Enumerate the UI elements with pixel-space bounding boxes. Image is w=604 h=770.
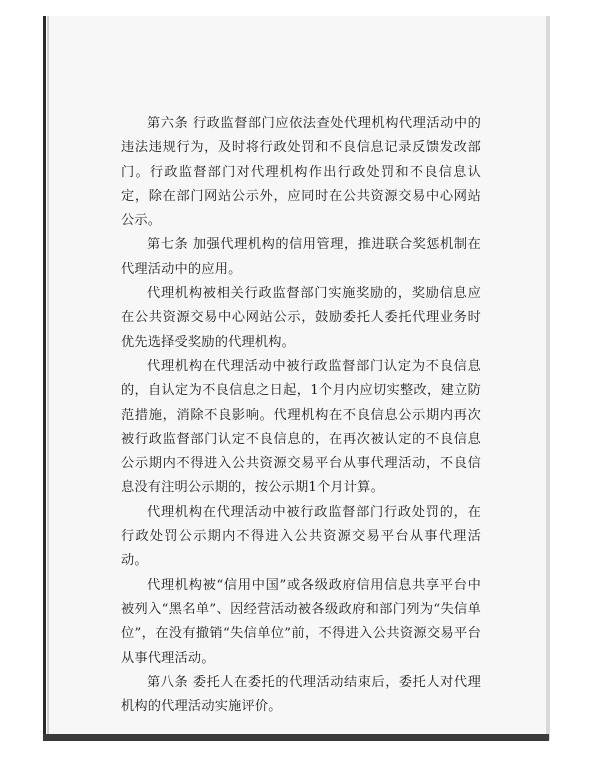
paragraph-rewards: 代理机构被相关行政监督部门实施奖励的，奖励信息应在公共资源交易中心网站公示，鼓励委托人委托代理业务时优先选择受奖励的代理机构。 — [121, 286, 481, 350]
binding-edge-shadow — [47, 16, 49, 740]
document-body — [121, 112, 481, 719]
binding-edge — [43, 16, 46, 740]
paragraph-penalty: 代理机构在代理活动中被行政监督部门行政处罚的，在行政处罚公示期内不得进入公共资源交易平台从事代理活动。 — [121, 504, 481, 569]
paragraph-article-8: 第八条 委托人在委托的代理活动结束后，委托人对代理机构的代理活动实施评价。 — [121, 674, 481, 715]
page-right-shade — [546, 16, 550, 740]
paragraph-bad-record: 代理机构在代理活动中被行政监督部门认定为不良信息的，自认定为不良信息之日起，1个月内应切实整改，建立防范措施，消除不良影响。代理机构在不良信息公示期内再次被行政监督部门认定不良信息的，在再次被认定的不良信息公示期内不得进入公共资源交易平台从事代理活动，不良信息没有注明公示期的，按公示期1个月计算。 — [121, 358, 481, 496]
paragraph-article-6: 第六条 行政监督部门应依法查处代理机构代理活动中的违法违规行为，及时将行政处罚和不良信息记录反馈发改部门。行政监督部门对代理机构作出行政处罚和不良信息认定，除在部门网站公示外，应同时在公共资源交易中心网站公示。 — [121, 116, 481, 229]
page-bottom-edge — [43, 734, 549, 741]
paragraph-article-7: 第七条 加强代理机构的信用管理，推进联合奖惩机制在代理活动中的应用。 — [121, 237, 481, 277]
paragraph-blacklist: 代理机构被“信用中国”或各级政府信用信息共享平台中被列入“黑名单”、因经营活动被各级政府和部门列为“失信单位”，在没有撤销“失信单位”前，不得进入公共资源交易平台从事代理活动。 — [121, 577, 481, 666]
